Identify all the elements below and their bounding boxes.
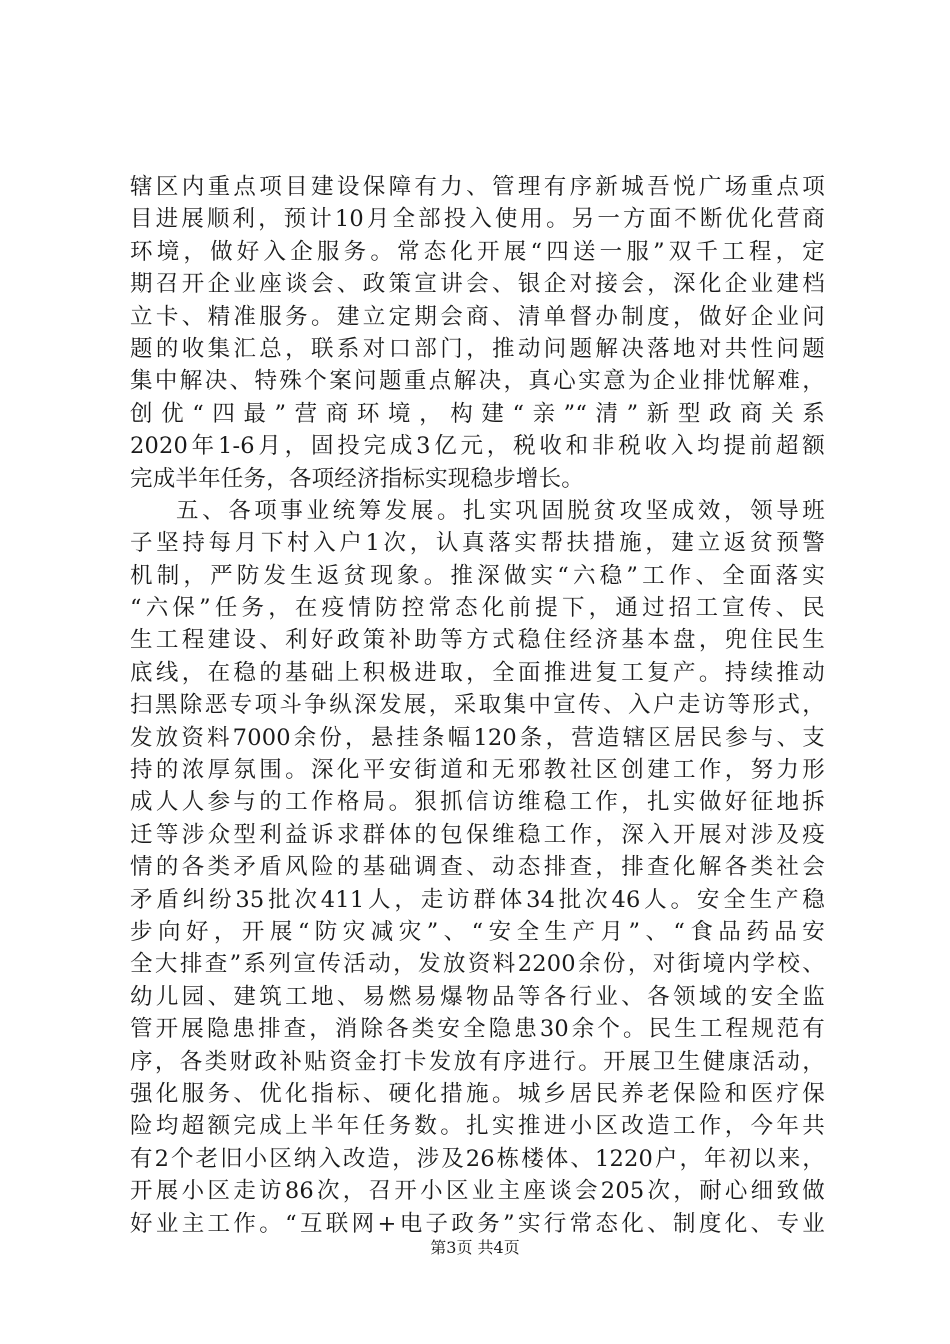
text-line: 好业主工作。“互联网+电子政务”实行常态化、制度化、专业: [130, 1210, 825, 1237]
text-line: 持的浓厚氛围。深化平安街道和无邪教社区创建工作，努力形: [130, 757, 825, 784]
text-line: 完成半年任务，各项经济指标实现稳步增长。: [130, 465, 585, 492]
text-line: 期召开企业座谈会、政策宣讲会、银企对接会，深化企业建档: [130, 271, 825, 298]
text-line: 迁等涉众型利益诉求群体的包保维稳工作，深入开展对涉及疫: [130, 821, 825, 848]
text-line: 环境，做好入企服务。常态化开展“四送一服”双千工程，定: [130, 238, 825, 265]
text-line: 成人人参与的工作格局。狠抓信访维稳工作，扎实做好征地拆: [130, 789, 825, 816]
page-number-footer: 第3页 共4页: [430, 1238, 520, 1257]
document-body: [130, 171, 825, 1240]
text-line: 底线，在稳的基础上积极进取，全面推进复工复产。持续推动: [130, 659, 825, 686]
text-line: 题的收集汇总，联系对口部门，推动问题解决落地对共性问题: [130, 335, 825, 362]
text-line: 情的各类矛盾风险的基础调查、动态排查，排查化解各类社会: [130, 854, 825, 881]
text-line: 子坚持每月下村入户1次，认真落实帮扶措施，建立返贫预警: [130, 530, 825, 557]
text-line: 强化服务、优化指标、硬化措施。城乡居民养老保险和医疗保: [130, 1080, 825, 1107]
text-line: “六保”任务，在疫情防控常态化前提下，通过招工宣传、民: [130, 595, 825, 622]
text-line: 幼儿园、建筑工地、易燃易爆物品等各行业、各领域的安全监: [130, 983, 825, 1010]
text-line: 集中解决、特殊个案问题重点解决，真心实意为企业排忧解难，: [130, 368, 825, 395]
text-line: 开展小区走访86次，召开小区业主座谈会205次，耐心细致做: [130, 1178, 825, 1205]
text-line: 辖区内重点项目建设保障有力、管理有序新城吾悦广场重点项: [130, 174, 825, 200]
text-line: 矛盾纠纷35批次411人，走访群体34批次46人。安全生产稳: [130, 886, 825, 913]
text-line: 目进展顺利，预计10月全部投入使用。另一方面不断优化营商: [130, 206, 825, 233]
text-line: 发放资料7000余份，悬挂条幅120条，营造辖区居民参与、支: [130, 724, 825, 751]
text-line: 2020年1-6月，固投完成3亿元，税收和非税收入均提前超额: [130, 433, 825, 460]
text-line: 生工程建设、利好政策补助等方式稳住经济基本盘，兜住民生: [130, 627, 825, 654]
text-line: 有2个老旧小区纳入改造，涉及26栋楼体、1220户，年初以来，: [130, 1145, 825, 1172]
text-line: 立卡、精准服务。建立定期会商、清单督办制度，做好企业问: [130, 303, 825, 330]
text-line: 扫黑除恶专项斗争纵深发展，采取集中宣传、入户走访等形式，: [130, 692, 825, 719]
text-line: 全大排查”系列宣传活动，发放资料2200余份，对街境内学校、: [130, 951, 825, 978]
text-line: 创优“四最”营商环境，构建“亲”“清”新型政商关系: [130, 400, 825, 427]
text-line: 序，各类财政补贴资金打卡发放有序进行。开展卫生健康活动，: [130, 1048, 825, 1075]
text-line: 步向好，开展“防灾减灾”、“安全生产月”、“食品药品安: [130, 918, 825, 945]
text-line: 险均超额完成上半年任务数。扎实推进小区改造工作，今年共: [130, 1113, 825, 1140]
text-line: 管开展隐患排查，消除各类安全隐患30余个。民生工程规范有: [130, 1016, 825, 1043]
paragraph-start-line: 五、各项事业统筹发展。扎实巩固脱贫攻坚成效，领导班: [176, 497, 825, 524]
text-line: 机制，严防发生返贫现象。推深做实“六稳”工作、全面落实: [130, 562, 825, 589]
